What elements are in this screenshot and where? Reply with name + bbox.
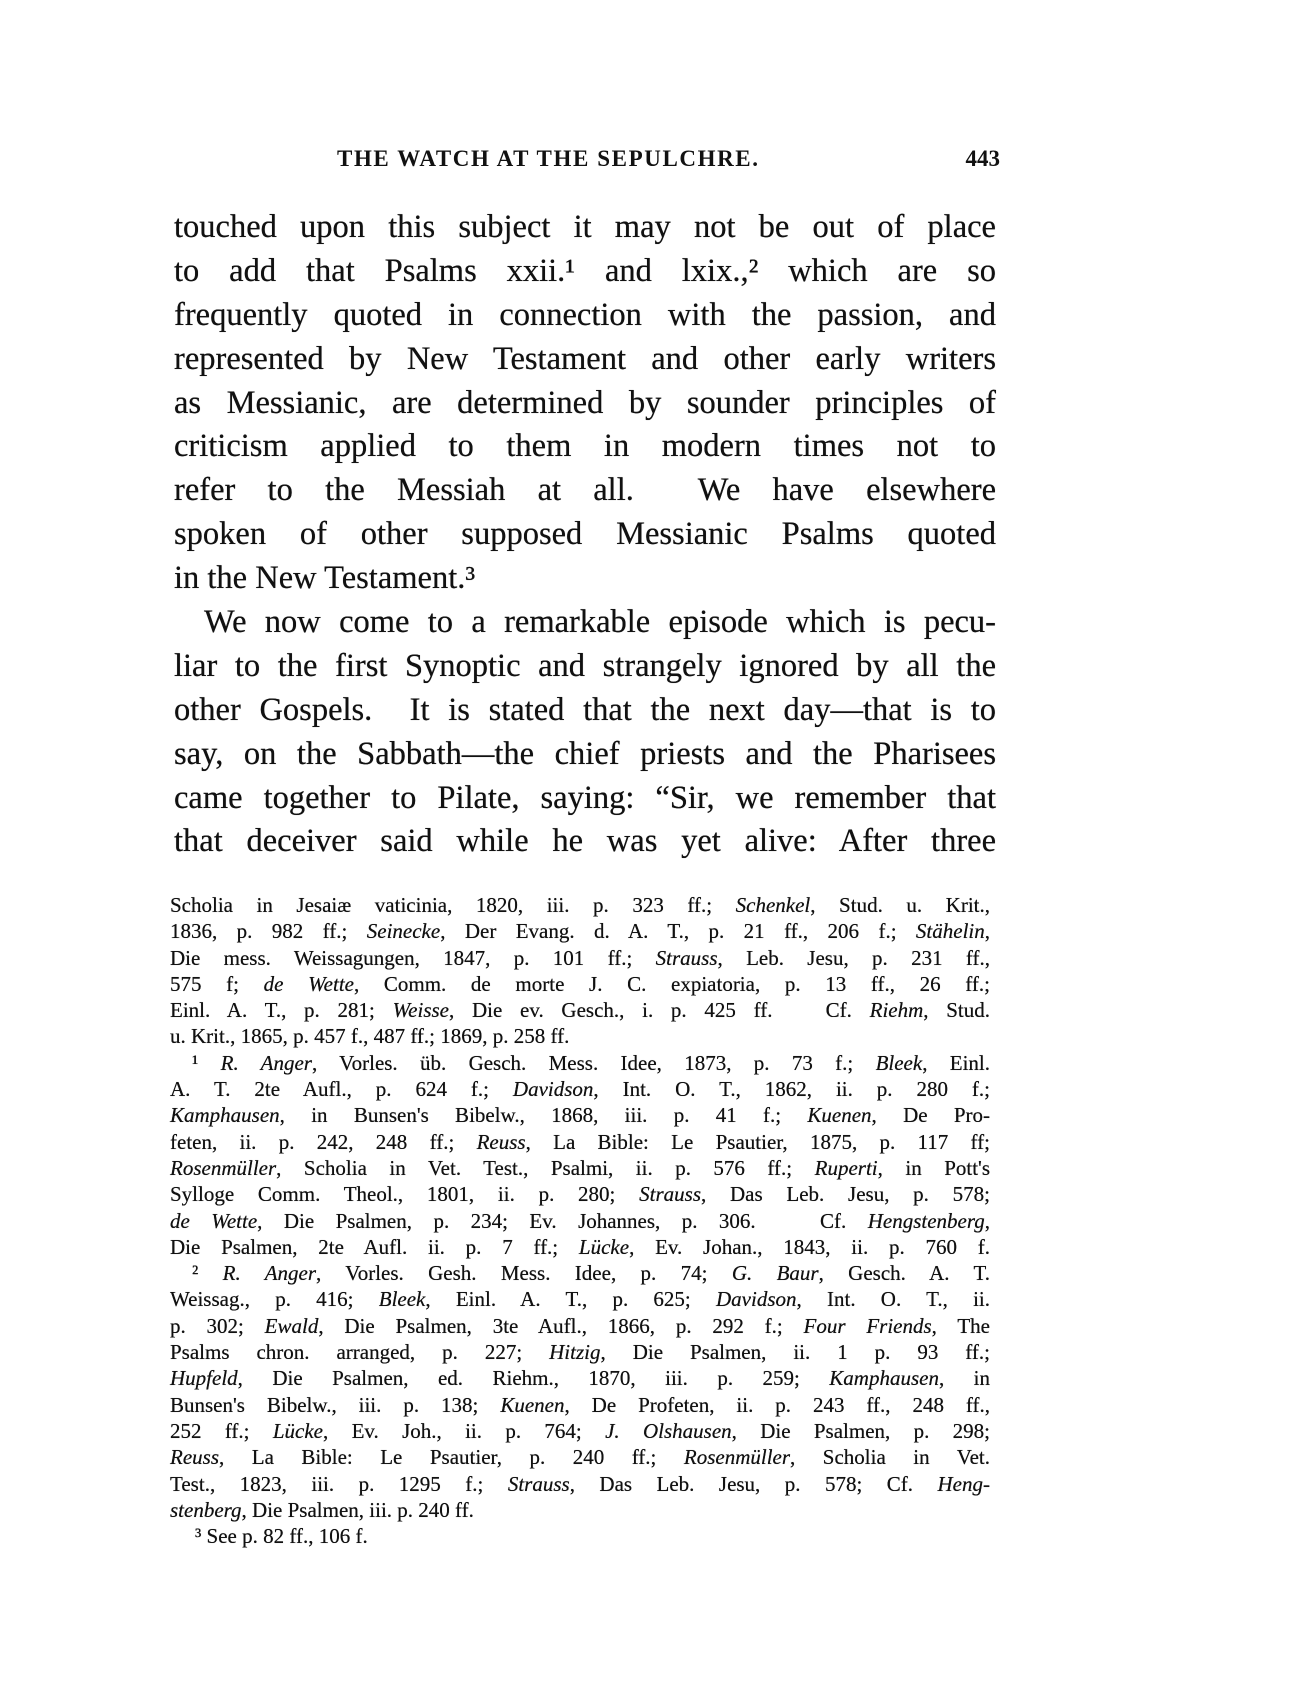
footnote-line	[170, 1444, 990, 1470]
text-run: , Gesch. A. T.	[818, 1261, 990, 1286]
text-run: feten, ii. p. 242, 248 ff.;	[170, 1129, 477, 1154]
text-run: , La Bible: Le Psautier, 1875, p. 117 ff;	[525, 1129, 990, 1154]
text-run: , Die Psalmen, iii. p. 240 ff.	[241, 1497, 474, 1522]
text-line	[174, 250, 996, 294]
page-number: 443	[965, 146, 1000, 171]
text-run: , Die Psalmen, 3te Aufl., 1866, p. 292 f.;	[318, 1313, 804, 1338]
italic-citation: J. Olshausen	[605, 1418, 732, 1443]
footnote-line	[170, 1497, 990, 1523]
text-run: , Ev. Johan., 1843, ii. p. 760 f.	[629, 1234, 990, 1259]
text-run: criticism applied to them in modern times not to	[174, 428, 996, 465]
text-line	[174, 733, 996, 777]
italic-citation: Bleek	[378, 1287, 426, 1312]
text-run: , Int. O. T., ii.	[796, 1287, 991, 1312]
italic-citation: R. Anger	[220, 1050, 312, 1075]
text-run: , Comm. de morte J. C. expiatoria, p. 13 ff., 26 ff.;	[353, 971, 990, 996]
running-title: THE WATCH AT THE SEPULCHRE.	[337, 146, 760, 171]
footnote-line	[170, 1050, 990, 1076]
text-run: Bunsen's Bibelw., iii. p. 138;	[170, 1392, 501, 1417]
text-run: , Ev. Joh., ii. p. 764;	[323, 1418, 606, 1443]
text-run: , Die Psalmen, p. 234; Ev. Johannes, p. 306. Cf.	[257, 1208, 868, 1233]
text-run: , Das Leb. Jesu, p. 578;	[701, 1182, 991, 1207]
text-run: spoken of other supposed Messianic Psalms quoted	[174, 516, 996, 553]
footnote-line	[170, 1418, 990, 1444]
text-line	[174, 777, 996, 821]
text-run: to add that Psalms xxii.¹ and lxix.,² which are so	[174, 252, 996, 289]
italic-citation: Kuenen	[807, 1103, 872, 1128]
footnote-line	[170, 1023, 990, 1049]
text-run: Die Psalmen, 2te Aufl. ii. p. 7 ff.;	[170, 1234, 579, 1259]
text-run: 1836, p. 982 ff.;	[170, 919, 367, 944]
footnote-line	[170, 1155, 990, 1181]
text-run: in the New Testament.³	[174, 560, 476, 597]
text-run: , Int. O. T., 1862, ii. p. 280 f.;	[593, 1077, 990, 1102]
text-run: , Einl.	[922, 1050, 991, 1075]
italic-citation: Strauss	[507, 1471, 570, 1496]
text-run: ¹	[192, 1050, 221, 1075]
text-run: , De Pro-	[871, 1103, 990, 1128]
text-run: , The	[931, 1313, 990, 1338]
text-run: , Vorles. üb. Gesch. Mess. Idee, 1873, p. 73 f.;	[311, 1050, 876, 1075]
text-run: , Stud.	[923, 998, 991, 1023]
italic-citation: Schenkel	[735, 893, 811, 917]
text-run: frequently quoted in connection with the passion, and	[174, 296, 996, 333]
text-run: , in Bunsen's Bibelw., 1868, iii. p. 41 f.;	[279, 1103, 808, 1128]
italic-citation: Lücke	[272, 1418, 323, 1443]
text-line	[174, 425, 996, 469]
text-run: Sylloge Comm. Theol., 1801, ii. p. 280;	[170, 1182, 640, 1207]
italic-citation: G. Baur	[731, 1261, 819, 1286]
footnote-line	[170, 1339, 990, 1365]
footnote-line	[170, 1234, 990, 1260]
footnote-line	[170, 1129, 990, 1155]
text-run: , Das Leb. Jesu, p. 578; Cf.	[569, 1471, 938, 1496]
italic-citation: Heng-	[937, 1471, 990, 1496]
text-line	[174, 206, 996, 250]
text-run: ²	[192, 1261, 223, 1286]
footnotes	[170, 892, 990, 1549]
footnote-line	[170, 1181, 990, 1207]
text-run: ³ See p. 82 ff., 106 f.	[195, 1524, 368, 1549]
text-run: , Der Evang. d. A. T., p. 21 ff., 206 f.;	[440, 919, 916, 944]
italic-citation: Kamphausen	[170, 1103, 280, 1128]
footnote-line	[170, 918, 990, 944]
italic-citation: stenberg	[170, 1497, 242, 1522]
italic-citation: Weisse	[392, 998, 449, 1023]
text-run: , Die Psalmen, ed. Riehm., 1870, iii. p. 259;	[237, 1366, 830, 1391]
text-run: that deceiver said while he was yet alive: After three	[174, 823, 996, 860]
text-run: refer to the Messiah at all. We have elsewhere	[174, 472, 996, 509]
text-line	[174, 689, 996, 733]
text-run: , De Profeten, ii. p. 243 ff., 248 ff.,	[564, 1392, 991, 1417]
text-line	[174, 513, 996, 557]
text-run: Einl. A. T., p. 281;	[170, 998, 393, 1023]
footnote-line	[170, 1076, 990, 1102]
italic-citation: Rosenmüller	[170, 1155, 277, 1180]
text-run: A. T. 2te Aufl., p. 624 f.;	[170, 1077, 513, 1102]
footnote-line	[170, 1313, 990, 1339]
footnote-line	[170, 1286, 990, 1312]
italic-citation: Rosenmüller	[683, 1445, 791, 1470]
italic-citation: Strauss	[655, 945, 718, 970]
text-line	[174, 557, 996, 601]
text-run: 575 f;	[170, 971, 264, 996]
italic-citation: Ruperti	[814, 1155, 878, 1180]
italic-citation: Hupfeld	[170, 1366, 238, 1391]
text-run: other Gospels. It is stated that the next day—that is to	[174, 691, 996, 728]
main-text	[174, 206, 996, 864]
text-run: , Stud. u. Krit.,	[810, 893, 990, 917]
italic-citation: Lücke	[578, 1234, 630, 1259]
text-run: Die mess. Weissagungen, 1847, p. 101 ff.;	[170, 945, 656, 970]
footnote-line	[170, 1471, 990, 1497]
footnote-line	[170, 1260, 990, 1286]
text-run: , Scholia in Vet. Test., Psalmi, ii. p. 576 ff.;	[276, 1155, 815, 1180]
text-run: , Die ev. Gesch., i. p. 425 ff. Cf.	[448, 998, 870, 1023]
italic-citation: Kamphausen	[829, 1366, 939, 1391]
italic-citation: Seinecke	[366, 919, 441, 944]
text-line	[174, 469, 996, 513]
footnote-line	[170, 997, 990, 1023]
text-run: , La Bible: Le Psautier, p. 240 ff.;	[219, 1445, 684, 1470]
footnote-line	[170, 971, 990, 997]
text-run: , Vorles. Gesh. Mess. Idee, p. 74;	[316, 1261, 732, 1286]
text-run: , Scholia in Vet.	[790, 1445, 990, 1470]
text-run: p. 302;	[170, 1313, 265, 1338]
italic-citation: Hengstenberg	[867, 1208, 985, 1233]
italic-citation: Kuenen	[500, 1392, 565, 1417]
running-header	[175, 146, 1000, 178]
italic-citation: Hitzig	[549, 1340, 601, 1365]
text-run: Weissag., p. 416;	[170, 1287, 379, 1312]
italic-citation: Reuss	[170, 1445, 219, 1470]
text-run: Scholia in Jesaiæ vaticinia, 1820, iii. p. 323 ff.;	[170, 893, 736, 917]
italic-citation: Ewald	[264, 1313, 319, 1338]
text-run: 252 ff.;	[170, 1418, 273, 1443]
text-run: , in Pott's	[877, 1155, 990, 1180]
footnote-line	[170, 1392, 990, 1418]
text-run: , Die Psalmen, p. 298;	[731, 1418, 990, 1443]
italic-citation: Davidson	[512, 1077, 594, 1102]
text-line	[174, 645, 996, 689]
italic-citation: Strauss	[639, 1182, 701, 1207]
italic-citation: Davidson	[716, 1287, 797, 1312]
italic-citation: Stähelin	[915, 919, 985, 944]
text-run: u. Krit., 1865, p. 457 f., 487 ff.; 1869, p. 258 ff.	[170, 1024, 570, 1049]
text-run: touched upon this subject it may not be out of place	[174, 209, 996, 245]
text-run: , in	[938, 1366, 990, 1391]
text-run: say, on the Sabbath—the chief priests and the Pharisees	[174, 735, 996, 772]
text-run: , Einl. A. T., p. 625;	[425, 1287, 717, 1312]
text-line	[174, 294, 996, 338]
text-run: Psalms chron. arranged, p. 227;	[170, 1340, 550, 1365]
footnote-line	[170, 1208, 990, 1234]
italic-citation: Bleek	[875, 1050, 923, 1075]
text-run: , Leb. Jesu, p. 231 ff.,	[717, 945, 991, 970]
footnote-line	[170, 945, 990, 971]
text-run: came together to Pilate, saying: “Sir, we remember that	[174, 779, 996, 816]
text-run: , Die Psalmen, ii. 1 p. 93 ff.;	[600, 1340, 990, 1365]
italic-citation: Riehm	[869, 998, 924, 1023]
footnote-line	[170, 1102, 990, 1128]
text-line	[174, 382, 996, 426]
italic-citation: de Wette	[263, 971, 354, 996]
footnote-line	[170, 1523, 990, 1549]
text-run: We now come to a remarkable episode which is pecu-	[204, 604, 996, 641]
text-line	[174, 338, 996, 382]
text-run: liar to the first Synoptic and strangely ignored by all the	[174, 647, 996, 684]
italic-citation: R. Anger	[222, 1261, 317, 1286]
italic-citation: Reuss	[476, 1129, 526, 1154]
footnote-line	[170, 892, 990, 918]
text-line	[174, 820, 996, 864]
text-run: represented by New Testament and other early writers	[174, 340, 996, 377]
text-run: ,	[984, 919, 990, 944]
text-run: ,	[984, 1208, 990, 1233]
text-line	[174, 601, 996, 645]
text-run: Test., 1823, iii. p. 1295 f.;	[170, 1471, 508, 1496]
text-run: as Messianic, are determined by sounder principles of	[174, 384, 996, 421]
italic-citation: Four Friends	[803, 1313, 932, 1338]
italic-citation: de Wette	[170, 1208, 258, 1233]
footnote-line	[170, 1365, 990, 1391]
